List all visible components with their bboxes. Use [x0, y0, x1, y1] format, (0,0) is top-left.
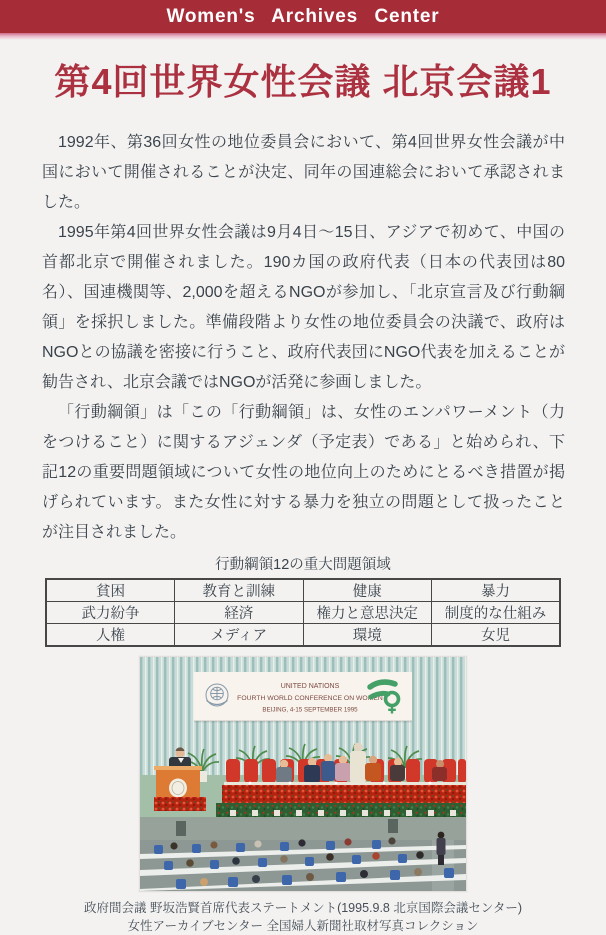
- table-cell: 権力と意思決定: [303, 602, 432, 624]
- page-title: 第4回世界女性会議 北京会議1: [54, 61, 552, 102]
- table-cell: 人権: [46, 624, 175, 647]
- table-cell: メディア: [175, 624, 304, 647]
- caption-line-1: 政府間会議 野坂浩賢首席代表ステートメント(1995.9.8 北京国際会議センター): [83, 901, 523, 915]
- header-banner: [0, 0, 606, 33]
- stage-front-wall: [140, 817, 466, 842]
- caption-line-2: 女性アーカイブセンター 全国婦人新聞社取材写真コレクション: [127, 919, 479, 933]
- table-row: [46, 579, 560, 602]
- table-cell: 貧困: [46, 579, 175, 602]
- table-row: [46, 602, 560, 624]
- table-cell: 教育と訓練: [175, 579, 304, 602]
- stage-banner: [194, 672, 412, 723]
- table-cell: 暴力: [432, 579, 561, 602]
- banner-line-1: UNITED NATIONS: [280, 683, 340, 690]
- conference-photo: [139, 656, 467, 892]
- table-cell: 健康: [303, 579, 432, 602]
- banner-line-3: BEIJING, 4-15 SEPTEMBER 1995: [262, 706, 358, 714]
- table-title: 行動綱領12の重大問題領域: [215, 557, 391, 573]
- flower-garland-table: [222, 782, 466, 804]
- table-cell: 経済: [175, 602, 304, 624]
- table-row: [46, 624, 560, 647]
- paragraph: 1992年、第36回女性の地位委員会において、第4回世界女性会議が中国において開催されることが決定、同年の国連総会において承認されました。: [42, 134, 565, 211]
- table-cell: 武力紛争: [46, 602, 175, 624]
- table-cell: 女児: [432, 624, 561, 647]
- paragraph: 「行動綱領」は「この「行動綱領」は、女性のエンパワーメント（力をつけること）に関するアジェンダ（予定表）である」と始められ、下記12の重要問題領域について女性の地位向上のためにとるべき措置が掲げられています。また女性に対する暴力を独立の問題として扱ったことが注目されました。: [42, 404, 565, 541]
- banner-line-2: FOURTH WORLD CONFERENCE ON WOMEN: [237, 695, 383, 702]
- table-cell: 制度的な仕組み: [432, 602, 561, 624]
- audience: [140, 832, 466, 891]
- paragraph: 1995年第4回世界女性会議は9月4日～15日、アジアで初めて、中国の首都北京で開催されました。190カ国の政府代表（日本の代表団は80名）、国連機関等、2,000を超えるNGOが参加し、「北京宣言及び行動綱領」を採択しました。準備段階より女性の地位委員会の決議で、政府はNGOとの協議を密接に行うこと、政府代表団にNGO代表を加えることが勧告され、北京会議ではNGOが活発に参画しました。: [42, 224, 565, 391]
- table-cell: 環境: [303, 624, 432, 647]
- banner-title: Women's Archives Center: [166, 5, 440, 27]
- photo-caption: [0, 899, 606, 935]
- critical-areas-table: [45, 578, 561, 647]
- stage-hedge: [216, 803, 466, 817]
- banner-gradient-strip: [0, 33, 606, 40]
- article-body: [42, 128, 565, 548]
